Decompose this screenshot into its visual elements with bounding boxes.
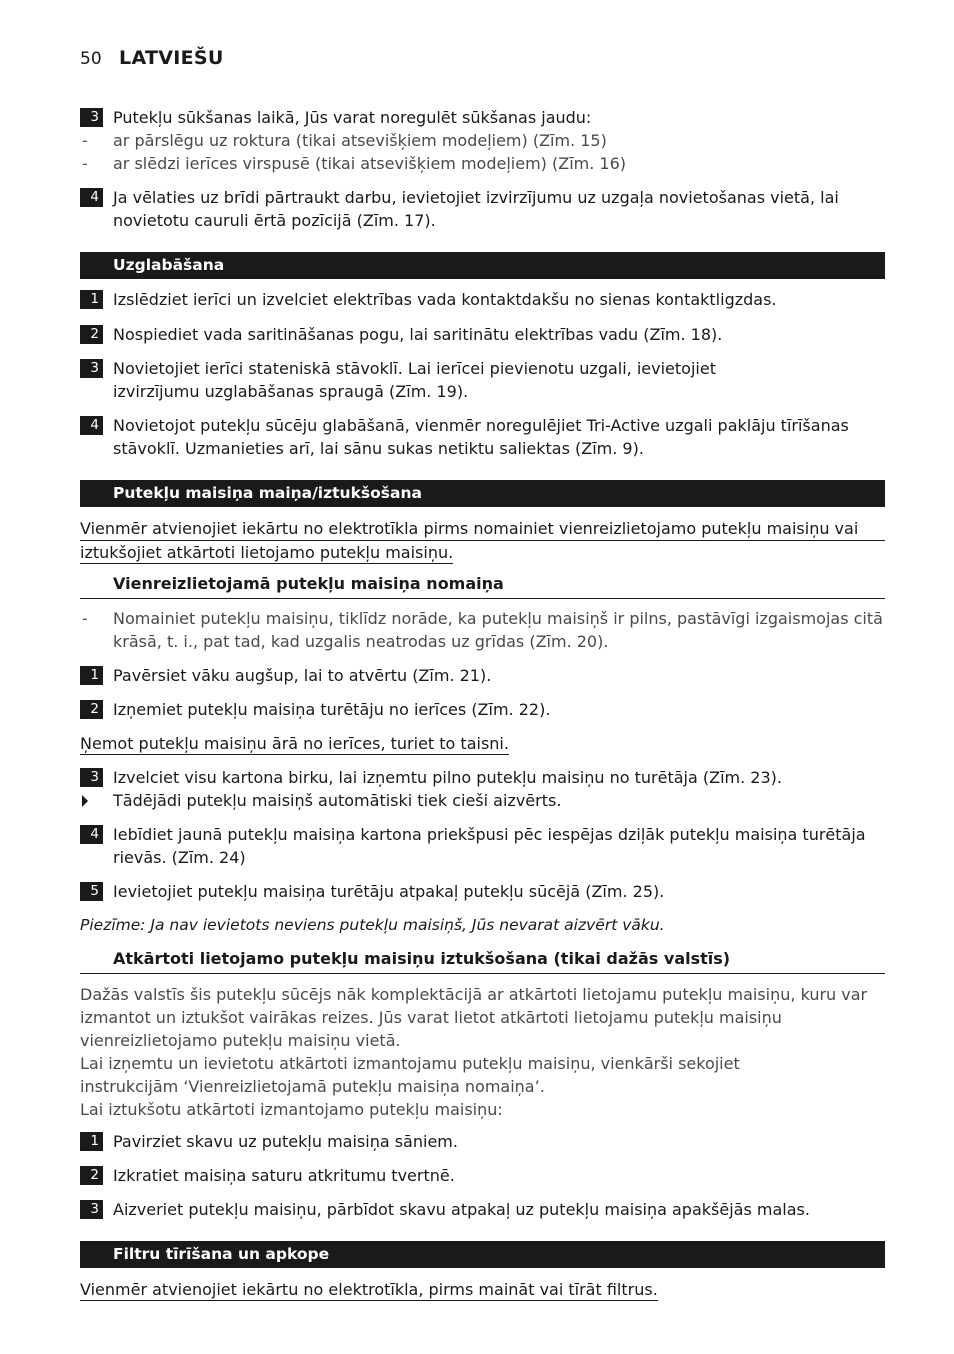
step-text: Izkratiet maisiņa saturu atkritumu tvertnē. [113,1166,455,1185]
step-number-badge: 1 [80,290,103,309]
dash-bullet: - [82,131,88,150]
language-title: LATVIEŠU [119,47,224,69]
step-text: Izvelciet visu kartona birku, lai izņemtu pilno putekļu maisiņu no turētāja (Zīm. 23). [113,768,782,787]
step-text-line: Novietojiet ierīci stateniskā stāvoklī. Lai ierīcei pievienotu uzgali, ievietojiet [113,359,716,378]
step-number-badge: 2 [80,700,103,719]
storage-step-1 [80,288,885,311]
bag-step-2 [80,698,885,721]
paragraph-line: vienreizlietojamo putekļu maisiņu vietā. [80,1031,401,1050]
bag-dash-item [80,607,885,653]
reusable-step-3 [80,1198,885,1221]
step-number-badge: 3 [80,768,103,787]
step-number-badge: 2 [80,325,103,344]
step-number-badge: 1 [80,666,103,685]
step-text: Ievietojiet putekļu maisiņa turētāju atpakaļ putekļu sūcējā (Zīm. 25). [113,882,665,901]
result-arrow-icon [82,795,88,807]
step-text-line: Izslēdziet ierīci un izvelciet elektrības vada kontaktdakšu no sienas kontaktligzdas. [113,290,777,309]
warning-line: Vienmēr atvienojiet iekārtu no elektrotīkla pirms nomainiet vienreizlietojamo putekļu maisiņu vai [80,517,885,541]
step-text: Izņemiet putekļu maisiņa turētāju no ierīces (Zīm. 22). [113,700,551,719]
page-header [80,46,224,71]
step-text-line: Ja vēlaties uz brīdi pārtraukt darbu, ievietojiet izvirzījumu uz uzgaļa novietošanas vietā, lai [113,188,839,207]
storage-step-3 [80,357,885,403]
step-number-badge: 3 [80,359,103,378]
step-number-badge: 4 [80,825,103,844]
step-text-line: Nospiediet vada saritināšanas pogu, lai saritinātu elektrības vadu (Zīm. 18). [113,325,723,344]
dash-bullet: - [82,154,88,173]
reusable-step-1 [80,1130,885,1153]
step-text-line: Novietojot putekļu sūcēju glabāšanā, vienmēr noregulējiet Tri-Active uzgali paklāju tīrīšanas [113,416,849,435]
paragraph-line: Lai iztukšotu atkārtoti izmantojamo putekļu maisiņu: [80,1100,503,1119]
sub-item-text: Nomainiet putekļu maisiņu, tiklīdz norāde, ka putekļu maisiņš ir pilns, pastāvīgi izgaismojas citā [113,609,883,628]
subsection-title-reusable: Atkārtoti lietojamo putekļu maisiņu iztukšošana (tikai dažās valstīs) [80,948,885,974]
step-number-badge: 3 [80,1200,103,1219]
caution-text: Ņemot putekļu maisiņu ārā no ierīces, turiet to taisni. [80,734,509,753]
subsection-title-disposable: Vienreizlietojamā putekļu maisiņa nomaiņa [80,573,885,599]
step-text: Pavērsiet vāku augšup, lai to atvērtu (Zīm. 21). [113,666,492,685]
step-3-suction [80,106,885,175]
step-text: Aizveriet putekļu maisiņu, pārbīdot skavu atpakaļ uz putekļu maisiņa apakšējās malas. [113,1200,810,1219]
step-text-line: izvirzījumu uzglabāšanas spraugā (Zīm. 19). [113,382,469,401]
step-number-badge: 3 [80,108,103,127]
step-number-badge: 4 [80,416,103,435]
step-number-badge: 1 [80,1132,103,1151]
step-number-badge: 2 [80,1166,103,1185]
storage-step-4 [80,414,885,460]
step-4-park [80,186,885,232]
step-number-badge: 4 [80,188,103,207]
bag-caution [80,732,885,755]
paragraph-line: Dažās valstīs šis putekļu sūcējs nāk komplektācijā ar atkārtoti lietojamu putekļu maisiņu, kuru var [80,985,868,1004]
step-text-line: Iebīdiet jaunā putekļu maisiņa kartona priekšpusi pēc iespējas dziļāk putekļu maisiņa turētāja [113,825,866,844]
bag-step-3 [80,766,885,812]
section-title-filters: Filtru tīrīšana un apkope [80,1241,885,1268]
bag-step-4 [80,823,885,869]
section-title-storage: Uzglabāšana [80,252,885,279]
note-text: Piezīme: Ja nav ievietots neviens putekļu maisiņš, Jūs nevarat aizvērt vāku. [80,916,665,934]
bag-warning [80,517,885,564]
bag-step-5 [80,880,885,903]
filters-warning [80,1278,885,1301]
paragraph-line: instrukcijām ‘Vienreizlietojamā putekļu maisiņa nomaiņa’. [80,1077,545,1096]
sub-item-text: krāsā, t. i., pat tad, kad uzgalis neatrodas uz grīdas (Zīm. 20). [113,632,609,651]
warning-line: iztukšojiet atkārtoti lietojamo putekļu maisiņu. [80,543,454,562]
warning-text: Vienmēr atvienojiet iekārtu no elektrotīkla, pirms maināt vai tīrāt filtrus. [80,1280,658,1299]
paragraph-line: Lai izņemtu un ievietotu atkārtoti izmantojamu putekļu maisiņu, vienkārši sekojiet [80,1054,740,1073]
step-text-line: rievās. (Zīm. 24) [113,848,246,867]
step-text-line: stāvoklī. Uzmanieties arī, lai sānu sukas netiktu saliektas (Zīm. 9). [113,439,644,458]
reusable-paragraph [80,983,885,1121]
step-text: Pavirziet skavu uz putekļu maisiņa sāniem. [113,1132,458,1151]
dash-bullet: - [82,609,88,628]
sub-item-text: ar pārslēgu uz roktura (tikai atsevišķiem modeļiem) (Zīm. 15) [113,131,607,150]
step-text: Putekļu sūkšanas laikā, Jūs varat noregulēt sūkšanas jaudu: [113,108,592,127]
bag-step-1 [80,664,885,687]
sub-item-text: ar slēdzi ierīces virspusē (tikai atsevišķiem modeļiem) (Zīm. 16) [113,154,626,173]
reusable-step-2 [80,1164,885,1187]
page-number: 50 [80,49,102,69]
paragraph-line: izmantot un iztukšot vairākas reizes. Jūs varat lietot atkārtoti lietojamu putekļu maisiņu [80,1008,782,1027]
result-text: Tādējādi putekļu maisiņš automātiski tiek cieši aizvērts. [113,791,562,810]
step-text-line: novietotu cauruli ērtā pozīcijā (Zīm. 17). [113,211,436,230]
storage-step-2 [80,323,885,346]
section-title-bag: Putekļu maisiņa maiņa/iztukšošana [80,480,885,507]
step-number-badge: 5 [80,882,103,901]
